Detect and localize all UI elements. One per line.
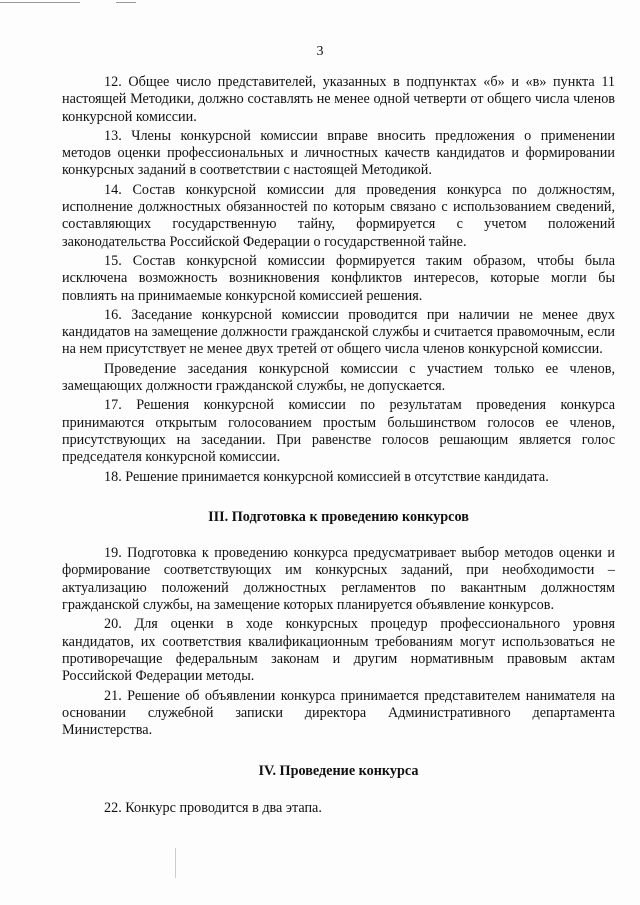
paragraph-21: 21. Решение об объявлении конкурса принимается представителем нанимателя на основании служебной записки директора Административного департамента Министерства.	[62, 687, 615, 739]
paragraph-14: 14. Состав конкурсной комиссии для проведения конкурса по должностям, исполнение должностных обязанностей по которым связано с использованием сведений, составляющих государственную тайну, формируется с учетом положений законодательства Российской Федерации о государственной тайне.	[62, 181, 615, 250]
section-4-heading: IV. Проведение конкурса	[258, 763, 419, 780]
paragraph-17: 17. Решения конкурсной комиссии по результатам проведения конкурса принимаются открытым голосованием простым большинством голосов ее членов, присутствующих на заседании. При равенстве голосов решающим является голос председателя конкурсной комиссии.	[62, 397, 615, 466]
paragraph-22: 22. Конкурс проводится в два этапа.	[104, 799, 322, 816]
paragraph-16: 16. Заседание конкурсной комиссии проводится при наличии не менее двух кандидатов на замещение должности гражданской службы и считается правомочным, если на нем присутствует не менее двух третей от общего числа членов конкурсной комиссии.	[62, 306, 615, 358]
section-3-heading: III. Подготовка к проведению конкурсов	[208, 508, 469, 525]
scan-mark-left	[0, 2, 80, 3]
page-number: 3	[316, 44, 324, 59]
paragraph-20: 20. Для оценки в ходе конкурсных процедур профессионального уровня кандидатов, их соответствия квалификационным требованиям могут использоваться не противоречащие федеральным законам и другим нормативным правовым актам Российской Федерации методы.	[62, 616, 615, 685]
scan-mark-right	[116, 2, 136, 3]
paragraph-12: 12. Общее число представителей, указанных в подпунктах «б» и «в» пункта 11 настоящей Методики, должно составлять не менее одной четверти от общего числа членов конкурсной комиссии.	[62, 74, 615, 125]
paragraph-18: 18. Решение принимается конкурсной комиссией в отсутствие кандидата.	[104, 468, 549, 485]
scan-artifact	[175, 848, 176, 878]
paragraph-16-continued: Проведение заседания конкурсной комиссии с участием только ее членов, замещающих должности гражданской службы, не допускается.	[62, 360, 615, 395]
document-body	[62, 74, 615, 817]
paragraph-15: 15. Состав конкурсной комиссии формируется таким образом, чтобы была исключена возможность возникновения конфликтов интересов, которые могли бы повлиять на принимаемые конкурсной комиссией решения.	[62, 252, 615, 304]
paragraph-19: 19. Подготовка к проведению конкурса предусматривает выбор методов оценки и формирование соответствующих им конкурсных заданий, при необходимости – актуализацию положений должностных регламентов по вакантным должностям гражданской службы, на замещение которых планируется объявление конкурсов.	[62, 545, 615, 614]
paragraph-13: 13. Члены конкурсной комиссии вправе вносить предложения о применении методов оценки профессиональных и личностных качеств кандидатов и формировании конкурсных заданий в соответствии с настоящей Методикой.	[62, 127, 615, 179]
